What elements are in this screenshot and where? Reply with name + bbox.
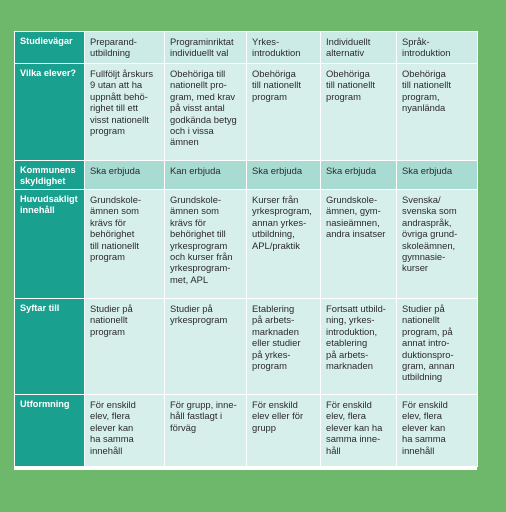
table-cell: Grundskole- ämnen, gym- nasieämnen, andra insatser [321,190,397,299]
table-row [15,64,478,161]
table-cell: För grupp, inne- håll fastlagt i förväg [165,395,247,467]
column-header-yrkesintroduktion: Yrkes- introduktion [247,32,321,64]
row-label: Syftar till [15,299,85,395]
column-header-programinriktat: Programinriktat individuellt val [165,32,247,64]
table-cell: Studier på yrkesprogram [165,299,247,395]
study-paths-table [14,31,478,467]
table-cell: Ska erbjuda [247,161,321,190]
table-cell: Studier på nationellt program, på annat intro- duktionspro- gram, annan utbildning [397,299,478,395]
table-cell: Ska erbjuda [85,161,165,190]
table-cell: För enskild elev eller för grupp [247,395,321,467]
column-header-preparand: Preparand- utbildning [85,32,165,64]
table-cell: Obehöriga till nationellt program [247,64,321,161]
table-header-row [15,32,478,64]
table-row [15,161,478,190]
table-cell: Grundskole- ämnen som krävs för behörighet till yrkesprogram och kurser från yrkesprogram- met, APL [165,190,247,299]
table-cell: Ska erbjuda [397,161,478,190]
table-cell: Fullföljt årskurs 9 utan att ha uppnått behö- righet till ett visst nationellt program [85,64,165,161]
table-cell: Obehöriga till nationellt program [321,64,397,161]
table-row [15,190,478,299]
row-label: Kommunens skyldighet [15,161,85,190]
table-row [15,395,478,467]
table-cell: För enskild elev, flera elever kan ha samma innehåll [397,395,478,467]
table-cell: För enskild elev, flera elever kan ha samma inne- håll [321,395,397,467]
table-cell: För enskild elev, flera elever kan ha samma innehåll [85,395,165,467]
row-label: Vilka elever? [15,64,85,161]
column-header-individuellt-alternativ: Individuellt alternativ [321,32,397,64]
table-cell: Obehöriga till nationellt program, nyanlända [397,64,478,161]
table-cell: Kan erbjuda [165,161,247,190]
row-label: Utformning [15,395,85,467]
table-cell: Etablering på arbets- marknaden eller studier på yrkes- program [247,299,321,395]
table-cell: Fortsatt utbild- ning, yrkes- introduktion, etablering på arbets- marknaden [321,299,397,395]
table-cell: Kurser från yrkesprogram, annan yrkes- utbildning, APL/praktik [247,190,321,299]
table-row [15,299,478,395]
row-label: Huvudsakligt innehåll [15,190,85,299]
table-cell: Obehöriga till nationellt pro- gram, med krav på visst antal godkända betyg och i vissa ämnen [165,64,247,161]
table-cell: Svenska/ svenska som andraspråk, övriga grund- skoleämnen, gymnasie- kurser [397,190,478,299]
table-cell: Studier på nationellt program [85,299,165,395]
table-cell: Grundskole- ämnen som krävs för behörighet till nationellt program [85,190,165,299]
table-cell: Ska erbjuda [321,161,397,190]
column-header-sprakintroduktion: Språk- introduktion [397,32,478,64]
comparison-table-panel [14,31,477,470]
header-corner-cell: Studievägar [15,32,85,64]
